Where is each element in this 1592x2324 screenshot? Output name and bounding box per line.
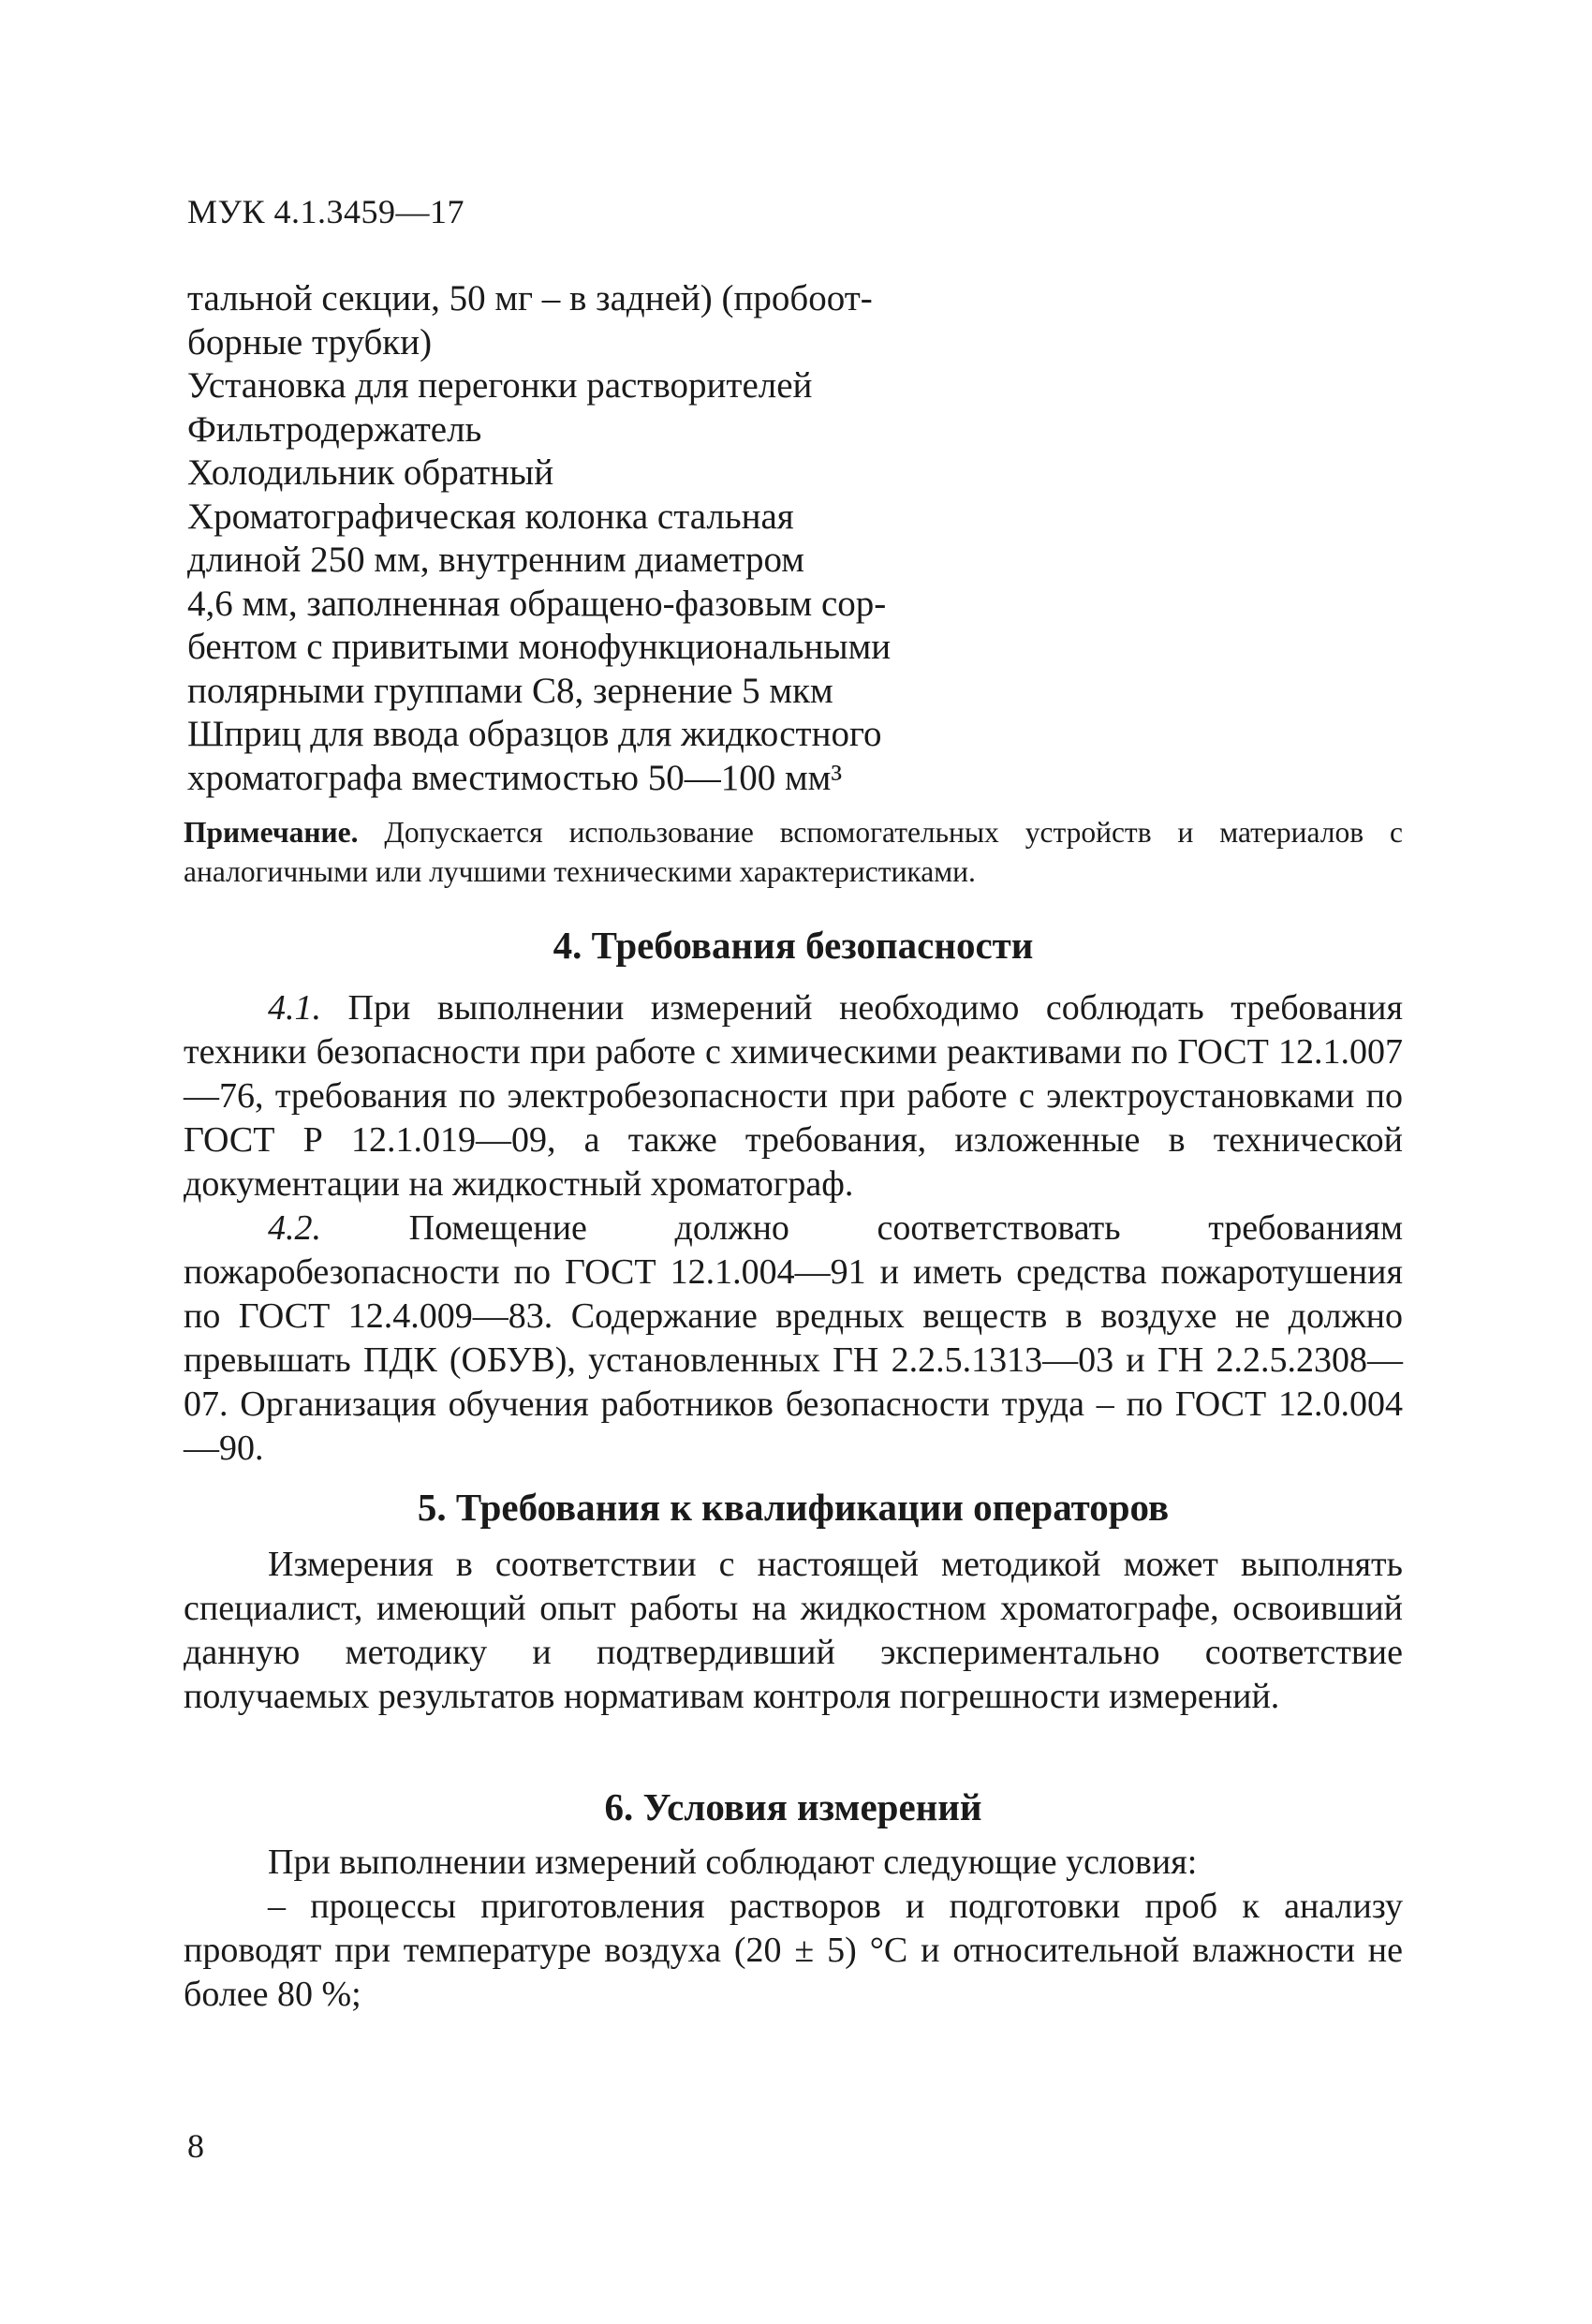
clause-text: При выполнении измерений необходимо соблюдать требования техники безопасности при работе с химическими реактивами по ГОСТ 12.1.007—76, требования по электробезопасности при работе с электроустановками по ГОСТ Р 12.1.019—09, а также требования, изложенные в технической документации на жидкостный хроматограф. <box>184 988 1403 1204</box>
note-paragraph <box>184 813 1403 892</box>
equipment-line: Шприц для ввода образцов для жидкостного <box>187 714 882 754</box>
note-label: Примечание. <box>184 816 359 849</box>
section-6-title: 6. Условия измерений <box>604 1785 982 1828</box>
note-text: Допускается использование вспомогательных устройств и материалов с аналогичными или лучшими техническими характеристиками. <box>184 816 1403 888</box>
equipment-line: бентом с привитыми монофункциональными <box>187 627 892 667</box>
equipment-line: борные трубки) <box>187 321 433 363</box>
equipment-line: Установка для перегонки растворителей <box>187 365 813 406</box>
page-number: 8 <box>187 2127 204 2165</box>
clause-number: 4.1. <box>268 988 321 1028</box>
equipment-line: тальной секции, 50 мг – в задней) (пробоот- <box>187 278 873 318</box>
section-4-2-paragraph <box>184 1206 1403 1471</box>
section-4-title: 4. Требования безопасности <box>553 924 1034 967</box>
equipment-line: 4,6 мм, заполненная обращено-фазовым сор- <box>187 583 887 624</box>
document-code-header: МУК 4.1.3459—17 <box>187 193 465 230</box>
section-5-paragraph: Измерения в соответствии с настоящей методикой может выполнять специалист, имеющий опыт работы на жидкостном хроматографе, освоивший данную методику и подтвердивший экспериментально соответствие получаемых результатов нормативам контроля погрешности измерений. <box>184 1545 1403 1716</box>
equipment-line: Фильтродержатель <box>187 408 482 450</box>
equipment-line: Холодильник обратный <box>187 452 554 493</box>
clause-number: 4.2. <box>268 1208 321 1248</box>
equipment-line: полярными группами С8, зернение 5 мкм <box>187 670 833 711</box>
section-6-intro: При выполнении измерений соблюдают следующие условия: <box>268 1843 1198 1882</box>
section-5-title: 5. Требования к квалификации операторов <box>417 1486 1170 1529</box>
equipment-line: хроматографа вместимостью 50—100 мм³ <box>187 757 843 798</box>
clause-text: Помещение должно соответствовать требованиям пожаробезопасности по ГОСТ 12.1.004—91 и иметь средства пожаротушения по ГОСТ 12.4.009—83. Содержание вредных веществ в воздухе не должно превышать ПДК (ОБУВ), установленных ГН 2.2.5.1313—03 и ГН 2.2.5.2308—07. Организация обучения работников безопасности труда – по ГОСТ 12.0.004—90. <box>184 1208 1403 1468</box>
equipment-line: Хроматографическая колонка стальная <box>187 496 794 537</box>
equipment-list <box>187 277 1030 800</box>
equipment-line: длиной 250 мм, внутренним диаметром <box>187 540 804 580</box>
section-6-item-1: – процессы приготовления растворов и подготовки проб к анализу проводят при температуре воздуха (20 ± 5) °С и относительной влажности не более 80 %; <box>184 1887 1403 2014</box>
section-4-1-paragraph <box>184 986 1403 1206</box>
